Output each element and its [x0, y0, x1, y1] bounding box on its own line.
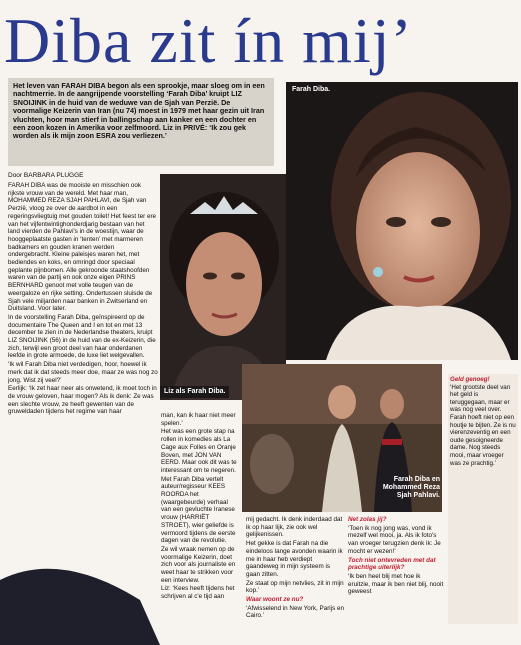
question-heading: Waar woont ze nu?: [246, 596, 304, 604]
sidebar-heading: Geld genoeg!: [450, 376, 490, 383]
answer-text: ‘Ik ben heel blij met hoe ik eruitzie, maar ik ben niet blij, nooit geweest: [348, 572, 444, 596]
byline: Door BARBARA PLUGGE: [8, 172, 84, 179]
col1-paragraph: FARAH DIBA was de mooiste en misschien ook rijkste vrouw van de wereld. Met haar man, MOHAMMED REZA SJAH PAHLAVI, de Sjah van Perzië, vloog ze over de aardbol in een regeringsvliegtuig met gouden toilet! Het feest ter ere van het vijfentwintighonderdjarig bestaan van het land vierden de Pahlavi's in de woestijn, waar de hooggeplaatste gasten in ‘tenten’ met marmeren badkamers en gouden kranen werden ondergebracht. Kleine paleisjes waren het, met bediendes en koks, en omringd door speciaal geplante pijnbomen. Alle gekroonde staatshoofden waren van de partij en ook onze eigen PRINS BERNHARD genoot met volle teugen van de weergaloze en rijke setting. Ondertussen sluisde de Sjah vele miljarden naar banken in Zwitserland en Duitsland. Voor later.: [8, 182, 157, 313]
sidebar-box: [448, 374, 518, 624]
decorative-shape: [0, 560, 160, 645]
couple-photo: [242, 364, 442, 512]
col2-paragraph: Liz: ‘Kees heeft tijdens het schrijven al c'e tijd aan: [161, 585, 235, 601]
farah-diba-photo: [286, 82, 518, 360]
page-title: Diba zit ín mij’: [4, 6, 413, 76]
question-heading: Net zolas jij?: [348, 516, 387, 523]
col1-paragraph: In de voorstelling Farah Diba, geïnspireerd op de documentaire The Queen and I en tot en met 13 december te zien in de Nederlandse theaters, kruipt LIZ SNOIJINK (56) in de huid van de ex-Keizerin, die zich, terwijl een groot deel van haar onderdanen leefde in grote armoede, de luxe liet welgevallen.: [8, 313, 156, 360]
sidebar-text: ‘Het grootste deel van het geld is teruggegaan, maar er was nog veel over. Farah hoeft niet op een houtje te bijten. Ze is nu vierenzeventig en een oude gesoigneerde dame. Nog steeds mooi, maar vroeger was ze prachtig.’: [450, 383, 516, 467]
answer-text: ‘Toen ik nog jong was, vond ik mezelf wel mooi, ja. Als ik foto's van vroeger terugzien denk ik: Je mocht er wezen!’: [348, 524, 441, 555]
farah-photo-caption: Farah Diba.: [292, 86, 331, 93]
article-column-1: [8, 182, 158, 582]
question-heading: Toch niet ontevreden met dat prachtige uiterlijk?: [348, 556, 436, 572]
couple-photo-caption: Farah Diba en Mohammed Reza Sjah Pahlavi.: [382, 476, 440, 499]
liz-photo-caption: Liz als Farah Diba.: [160, 386, 229, 398]
col1-paragraph: Eerlijk: ‘Ik zet haar neer als onwetend, ik moet toch in de vrouw geloven, haar mogen? Als ik denk: Ze was een slechte vrouw, ze heeft gewenten van de gruweldaden tijdens het regime van haar: [8, 385, 157, 416]
article-column-3: [246, 516, 344, 641]
article-column-4: [348, 516, 444, 641]
lead-paragraph: Het leven van FARAH DIBA begon als een sprookje, maar sloeg om in een nachtmerrie. In de aangrijpende voorstelling ‘Farah Diba’ kruipt LIZ SNOIJINK in de huid van de weduwe van de Sjah van Perzië. De voormalige Keizerin van Iran (nu 74) moest in 1979 met haar gezin uit Iran vluchten, hoor man stierf in ballingschap aan kanker en een dochter en een zoon kozen in Amerika voor zelfmoord. Liz in PRIVÉ: ‘Ik zou gek worden als ik mijn zoon ESRA zou verliezen.’: [8, 78, 274, 166]
col3-paragraph: Ze staat op mijn netvlies, zit in mijn kop.’: [246, 579, 344, 595]
answer-text: ‘Afwisselend in New York, Parijs en Cairo.’: [246, 604, 344, 620]
col2-paragraph: man, kan ik haar niet meer spelen.’: [161, 412, 236, 427]
col2-paragraph: Met Farah Diba vertelt auteur/regisseur KEES ROORDA het (waargebeurde) verhaal van een gevluchte Iranese vrouw (HARRIËT STROET), wier geliefde is vermoord tijdens de eerste dagen van de revolutie.: [161, 475, 236, 545]
col3-paragraph: Het gekke is dat Farah na die eindeloos lange avonden waarin ik me in haar heb verdiept gaandeweg in mijn systeem is gaan zitten.: [246, 540, 343, 578]
article-column-2: [161, 412, 239, 637]
col2-paragraph: Het was een grote stap na rollen in komedies als La Cage aux Folles en Oranje Boven, met JON VAN EERD. Maar ook dit was te interessant om te negeren.: [161, 428, 237, 474]
col2-paragraph: Ze wil wraak nemen op de voormalige Keizerin, doet zich voor als journaliste en weet haar te strikken voor een interview.: [161, 545, 236, 584]
col3-paragraph: mij gedacht. Ik denk inderdaad dat ik op haar lijk, zie ook wel gelijkenissen.: [246, 516, 343, 539]
col1-paragraph: ‘Ik wil Farah Diba niet verdedigen, hoor, hoewel ik merk dat ik dat steeds meer doe, maar ze was nog zo jong. Wist zij veel?’: [8, 361, 158, 384]
